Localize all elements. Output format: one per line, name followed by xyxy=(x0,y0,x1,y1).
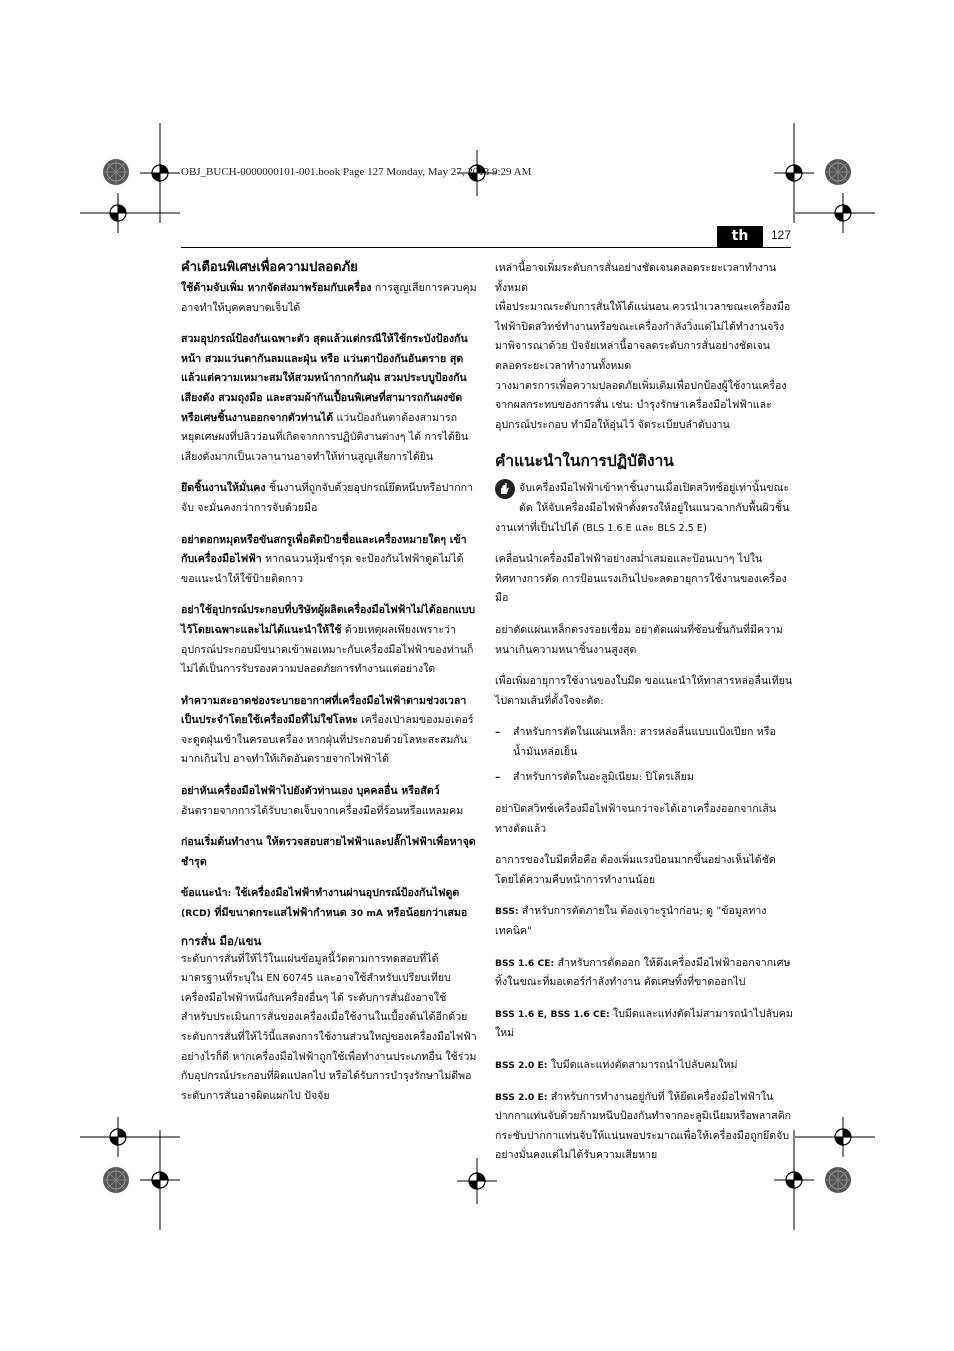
para-blunt-blade: อาการของใบมีดทื่อคือ ต้องเพิ่มแรงป้อนมากขึ้นอย่างเห็นได้ชัดโดยได้ความคืบหน้าการทำงานน้อย xyxy=(495,854,776,886)
para-ventilation: ทำความสะอาดช่องระบายอากาศที่เครื่องมือไฟฟ้าตามช่วงเวลาเป็นประจำโดยใช้เครื่องมือที่ไม่ใช่โลหะ เครื่องเป่าลมของมอเตอร์จะดูดฝุ่นเข้าในครอบเครื่อง หากฝุ่นที่ประกอบด้วยโลหะสะสมกันมากเกินไป อาจทำให้เกิดอันตรายจากไฟฟ้าได้ xyxy=(181,694,474,766)
para-protective-equipment: สวมอุปกรณ์ป้องกันเฉพาะตัว สุดแล้วแต่กรณีให้ใช้กระบังป้องกันหน้า สวมแว่นตากันลมและฝุ่น หรือ แว่นตาป้องกันอันตราย สุดแล้วแต่ความเหมาะสมให้สวมหน้ากากกันฝุ่น สวมประบบูป้องกันเสียงดัง สวมถุงมือ และสวมผ้ากันเปื้อนพิเศษที่สามารถกันผงขัดหรือเศษชิ้นงานออกจากตัวท่านได้ แว่นป้องกันตาต้องสามารถหยุดเศษผงที่ปลิวว่อนที่เกิดจากการปฏิบัติงานต่างๆ ได้ การได้ยินเสียงดังมากเป็นเวลานานอาจทำให้ท่านสูญเสียการได้ยิน xyxy=(181,333,469,463)
language-tab: th xyxy=(717,226,763,247)
list-item: – สำหรับการตัดในอะลูมิเนียม: ปิโตรเลียม xyxy=(495,771,694,784)
color-target-mark xyxy=(102,158,130,186)
header-rule xyxy=(181,247,791,248)
para-no-screws: อย่าตอกหมุดหรือขันสกรูเพื่อติดป้ายชื่อและเครื่องหมายใดๆ เข้ากับเครื่องมือไฟฟ้า หากฉนวนหุ้มชำรุด จะป้องกันไฟฟ้าดูดไม่ได้ ขอแนะนำให้ใช้ป้ายติดกาว xyxy=(181,533,467,585)
para-note: จับเครื่องมือไฟฟ้าเข้าหาชิ้นงานเมื่อเปิดสวิทช์อยู่เท่านั้นขณะตัด ให้จับเครื่องมือไฟฟ้าตั้งตรงให้อยู่ในแนวฉากกับพื้นผิวชิ้นงานเท่าที่เป็นไปได้ (BLS 1.6 E และ BLS 2.5 E) xyxy=(495,479,793,538)
para-check-cable: ก่อนเริ่มต้นทำงาน ให้ตรวจสอบสายไฟฟ้าและปลั๊กไฟฟ้าเพื่อหาจุดชำรุด xyxy=(181,836,476,868)
para-vibration-cont-2: เพื่อประมาณระดับการสั่นให้ได้แน่นอน ควรนำเวลาขณะเครื่องมือไฟฟ้าปิดสวิทช์ทำงานหรือขณะเครื่องกำลังวิ่งแต่ไม่ได้ทำงานจริงมาพิจารณาด้วย ปัจจัยเหล่านี้อาจลดระดับการสั่นอย่างชัดเจนตลอดระยะเวลาทำงานทั้งหมด xyxy=(495,301,791,372)
color-target-mark xyxy=(102,1166,130,1194)
list-item: – สำหรับการตัดในแผ่นเหล็ก: สารหล่อลื่นแบบแป้งเปียก หรือน้ำมันหล่อเย็น xyxy=(495,726,776,758)
pointing-hand-note-icon xyxy=(495,479,515,499)
left-column xyxy=(181,259,477,1106)
page-header xyxy=(181,226,791,248)
para-rcd: ข้อแนะนำ: ใช้เครื่องมือไฟฟ้าทำงานผ่านอุปกรณ์ป้องกันไฟดูด (RCD) ที่มีขนาดกระแสไฟฟ้ากำหนด 30 mA หรือน้อยกว่าเสมอ xyxy=(181,887,468,920)
crosshair-registration-mark xyxy=(457,1158,497,1204)
para-vibration-2: ระดับการสั่นที่ให้ไว้นี้แสดงการใช้งานส่วนใหญ่ของเครื่องมือไฟฟ้า อย่างไรก็ดี หากเครื่องมือไฟฟ้าถูกใช้เพื่อทำงานประเภทอื่น ใช้ร่วมกับอุปกรณ์ประกอบที่ผิดแปลกไป หรือได้รับการบำรุงรักษาไม่ดีพอ ระดับการสั่นอาจผิดแผกไป ปัจจัย xyxy=(181,1031,477,1102)
para-guide-evenly: เคลื่อนนำเครื่องมือไฟฟ้าอย่างสม่ำเสมอและป้อนเบาๆ ไปในทิศทางการตัด การป้อนแรงเกินไปจะลดอายุการใช้งานของเครื่องมือ xyxy=(495,553,787,605)
para-vibration-1: ระดับการสั่นที่ให้ไว้ในแผ่นข้อมูลนี้วัดตามการทดสอบที่ได้มาตรฐานที่ระบุใน EN 60745 และอาจใช้สำหรับเปรียบเทียบเครื่องมือไฟฟ้าหนึ่งกับเครื่องอื่นๆ ได้ ระดับการสั่นยังอาจใช้สำหรับประเมินการสั่นของเครื่องเมื่อใช้งานในเบื้องต้นได้อีกด้วย xyxy=(181,952,468,1024)
para-model-bss-16ce: BSS 1.6 CE: สำหรับการตัดออก ให้ดึงเครื่องมือไฟฟ้าออกจากเศษทิ้งในขณะที่มอเตอร์กำลังทำงาน ตัดเศษทิ้งที่ขาดออกไป xyxy=(495,956,791,989)
page-number: 127 xyxy=(771,228,792,242)
vibration-heading: การสั่น มือ/แขน xyxy=(181,933,262,948)
color-target-mark xyxy=(824,1166,852,1194)
para-model-bss-20e-b: BSS 2.0 E: สำหรับการทำงานอยู่กับที่ ให้ยึดเครื่องมือไฟฟ้าในปากกาแท่นจับด้วยก้ามหนีบป้องกันทำจากอะลูมิเนียมหรือพลาสติก กระชับปากกาแท่นจับให้แน่นพอประมาณเพื่อให้เครื่องมือถูกยึดจับอย่างมั่นคงแต่ไม่ได้รับความเสียหาย xyxy=(495,1090,791,1162)
para-weld-seams: อย่าตัดแผ่นเหล็กตรงรอยเชื่อม อย่าตัดแผ่นที่ซ้อนชั้นกันที่มีความหนาเกินความหนาชิ้นงานสูงสุด xyxy=(495,623,783,656)
para-secure-workpiece: ยึดชิ้นงานให้มั่นคง ชิ้นงานที่ถูกจับด้วยอุปกรณ์ยึดหนีบหรือปากกาจับ จะมั่นคงกว่าการจับด้วยมือ xyxy=(181,482,474,514)
para-vibration-cont-1: เหล่านี้อาจเพิ่มระดับการสั่นอย่างชัดเจนตลอดระยะเวลาทำงานทั้งหมด xyxy=(495,262,777,294)
safety-heading: คำเตือนพิเศษเพื่อความปลอดภัย xyxy=(181,260,358,275)
crosshair-registration-mark xyxy=(80,193,180,233)
crosshair-registration-mark xyxy=(795,193,875,233)
para-model-bss-20e-a: BSS 2.0 E: ใบมีดและแท่งตัดสามารถนำไปลับคมใหม่ xyxy=(495,1059,738,1071)
crosshair-registration-mark xyxy=(140,1130,180,1230)
color-target-mark xyxy=(824,158,852,186)
para-vibration-cont-3: วางมาตรการเพื่อความปลอดภัยเพิ่มเติมเพื่อปกป้องผู้ใช้งานเครื่องจากผลกระทบของการสั่น เช่น: บำรุงรักษาเครื่องมือไฟฟ้าและอุปกรณ์ประกอบ ทำมือให้อุ่นไว้ จัดระเบียบลำดับงาน xyxy=(495,379,787,431)
right-column xyxy=(495,259,793,1178)
para-model-bss-16e-16ce: BSS 1.6 E, BSS 1.6 CE: ใบมีดและแท่งตัดไม่สามารถนำไปลับคมใหม่ xyxy=(495,1007,793,1040)
lubricant-list xyxy=(495,723,793,788)
operating-heading: คำแนะนำในการปฏิบัติงาน xyxy=(495,451,674,471)
para-lubricant: เพื่อเพิ่มอายุการใช้งานของใบมีด ขอแนะนำให้ทาสารหล่อลื่นเทียนไปตามเส้นที่ตั้งใจจะตัด: xyxy=(495,675,793,707)
para-accessories: อย่าใช้อุปกรณ์ประกอบที่บริษัทผู้ผลิตเครื่องมือไฟฟ้าไม่ได้ออกแบบไว้โดยเฉพาะและไม่ได้แนะนำให้ใช้ ด้วยเหตุผลเพียงเพราะว่าอุปกรณ์ประกอบมีขนาดเข้าพอเหมาะกับเครื่องมือไฟฟ้าของท่านก็ไม่ได้เป็นการรับรองความปลอดภัยการทำงานแต่อย่างใด xyxy=(181,604,476,676)
para-switch-off: อย่าปิดสวิทช์เครื่องมือไฟฟ้าจนกว่าจะได้เอาเครื่องออกจากเส้นทางตัดแล้ว xyxy=(495,803,777,835)
para-model-bss: BSS: สำหรับการตัดภายใน ต้องเจาะรูนำก่อน; ดู "ข้อมูลทางเทคนิค" xyxy=(495,905,767,938)
para-auxiliary-handle: ใช้ด้ามจับเพิ่ม หากจัดส่งมาพร้อมกับเครื่อง การสูญเสียการควบคุมอาจทำให้บุคคลบาดเจ็บได้ xyxy=(181,282,477,314)
file-header: OBJ_BUCH-0000000101-001.book Page 127 Monday, May 27, 2013 9:29 AM xyxy=(181,166,532,178)
para-direction: อย่าหันเครื่องมือไฟฟ้าไปยังตัวท่านเอง บุคคลอื่น หรือสัตว์ อันตรายจากการได้รับบาดเจ็บจากเครื่องมือที่ร้อนหรือแหลมคม xyxy=(181,785,464,817)
